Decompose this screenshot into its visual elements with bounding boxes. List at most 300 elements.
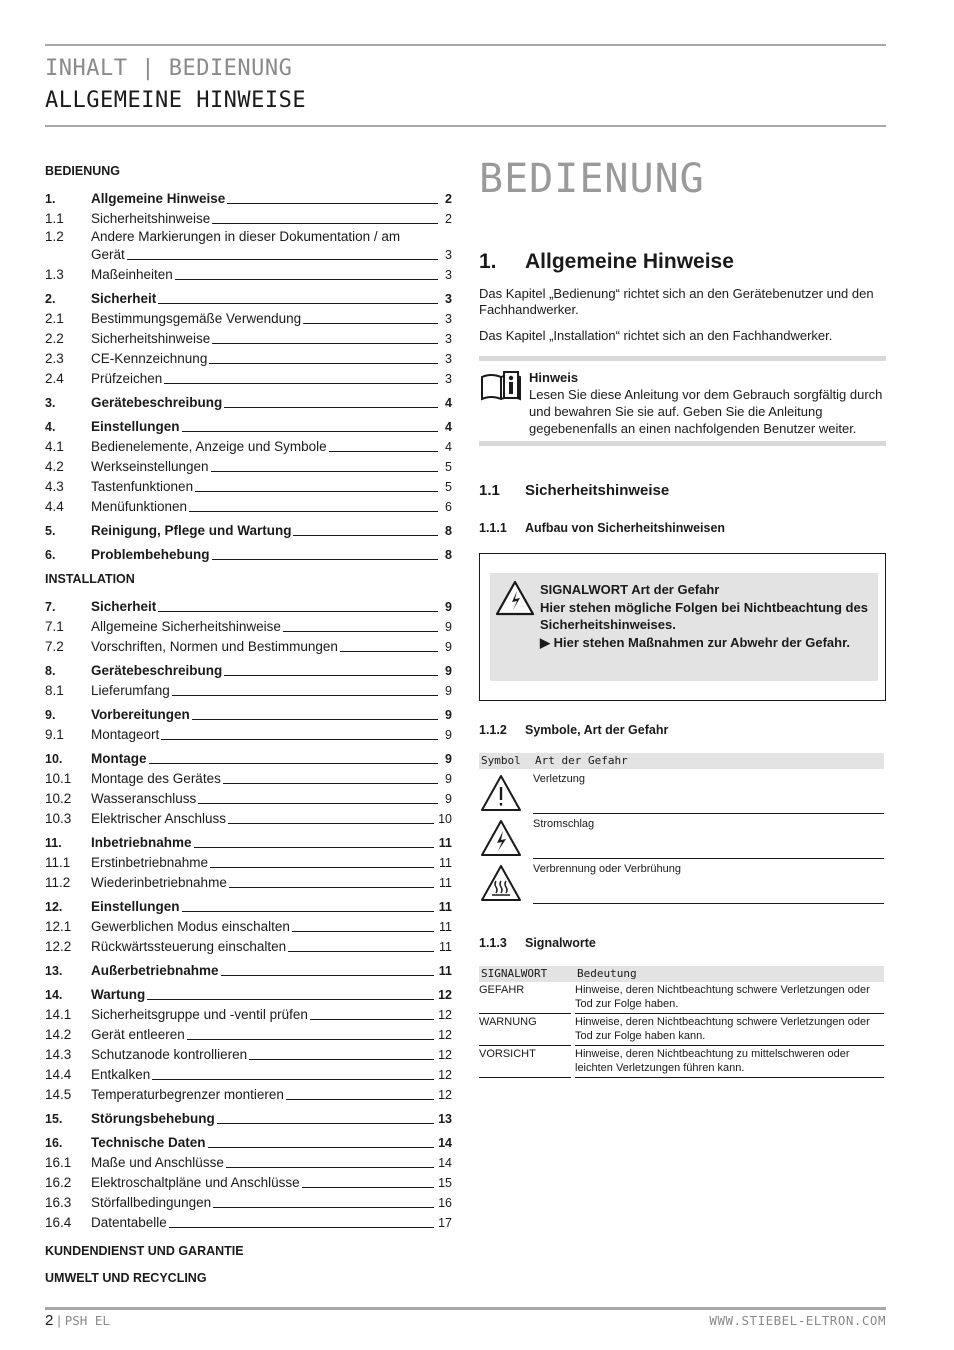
toc-entry-label: Technische Daten	[91, 1135, 206, 1150]
toc-entry[interactable]	[45, 680, 452, 700]
warning-inner	[490, 573, 878, 681]
symbol-description: Verletzung	[533, 769, 884, 814]
toc-entry[interactable]	[45, 1172, 452, 1192]
toc-leader	[182, 431, 438, 432]
toc-kundendienst[interactable]: KUNDENDIENST UND GARANTIE	[45, 1244, 244, 1258]
toc-entry[interactable]	[45, 1132, 452, 1152]
table-of-contents	[45, 160, 452, 1291]
toc-entry-page: 9	[445, 752, 452, 766]
toc-entry-page: 8	[445, 548, 452, 562]
subsubsection-title: Signalworte	[525, 936, 596, 950]
toc-entry-label: Maße und Anschlüsse	[91, 1155, 224, 1170]
toc-entry-page: 9	[445, 792, 452, 806]
toc-entry-page: 3	[445, 292, 452, 306]
toc-installation-list	[45, 596, 452, 1232]
toc-entry-page: 8	[445, 524, 452, 538]
toc-entry-page: 11	[438, 964, 452, 978]
toc-entry-label: Inbetriebnahme	[91, 835, 192, 850]
toc-leader	[224, 407, 438, 408]
toc-entry[interactable]	[45, 748, 452, 768]
toc-leader	[223, 783, 438, 784]
toc-entry-label: Reinigung, Pflege und Wartung	[91, 523, 292, 538]
toc-entry-label: Prüfzeichen	[91, 371, 163, 386]
toc-entry-number: 12.	[45, 900, 63, 914]
toc-entry[interactable]	[45, 660, 452, 680]
toc-entry[interactable]	[45, 872, 452, 892]
toc-entry-page: 9	[445, 684, 452, 698]
toc-entry-label: Gewerblichen Modus einschalten	[91, 919, 290, 934]
toc-entry-number: 14.1	[45, 1007, 72, 1022]
toc-entry-page: 2	[445, 212, 452, 226]
toc-entry-label: CE-Kennzeichnung	[91, 351, 208, 366]
toc-leader	[302, 1187, 434, 1188]
footer-separator: |	[57, 1313, 61, 1328]
toc-entry-page: 9	[445, 708, 452, 722]
toc-leader	[172, 695, 438, 696]
toc-entry[interactable]	[45, 520, 452, 540]
toc-entry[interactable]	[45, 288, 452, 308]
toc-leader	[209, 363, 438, 364]
signal-word: VORSICHT	[479, 1048, 571, 1078]
toc-entry-number: 2.	[45, 292, 56, 306]
toc-entry-page: 9	[445, 640, 452, 654]
model-name: PSH EL	[64, 1313, 110, 1328]
toc-entry-number: 10.	[45, 752, 63, 766]
toc-entry-page: 3	[445, 248, 452, 262]
toc-entry-label: Sicherheitshinweise	[91, 211, 211, 226]
toc-leader	[212, 223, 438, 224]
toc-entry-label: Bedienelemente, Anzeige und Symbole	[91, 439, 327, 454]
toc-leader	[210, 867, 434, 868]
toc-entry-number: 11.1	[45, 855, 71, 870]
toc-leader	[310, 1019, 434, 1020]
toc-entry[interactable]	[45, 832, 452, 852]
toc-leader	[161, 739, 438, 740]
section-number: 1.	[479, 250, 497, 273]
toc-entry-page: 9	[445, 620, 452, 634]
toc-entry-number: 16.2	[45, 1175, 72, 1190]
toc-entry-number: 1.3	[45, 267, 64, 282]
signal-meaning: Hinweise, deren Nichtbeachtung schwere Verletzungen oder Tod zur Folge haben kann.	[575, 1016, 884, 1046]
toc-entry-page: 11	[439, 856, 452, 870]
table-row	[479, 1048, 884, 1078]
toc-entry[interactable]	[45, 788, 452, 808]
subsection-number: 1.1	[479, 482, 500, 499]
toc-entry[interactable]	[45, 308, 452, 328]
toc-entry-number: 14.	[45, 988, 63, 1002]
toc-entry-label: Einstellungen	[91, 899, 180, 914]
toc-entry-label: Wiederinbetriebnahme	[91, 875, 227, 890]
electric-shock-icon	[479, 818, 523, 858]
table-row	[479, 814, 884, 859]
toc-entry-label: Problembehebung	[91, 547, 210, 562]
toc-entry-label: Vorbereitungen	[91, 707, 190, 722]
toc-entry-number: 4.4	[45, 499, 64, 514]
toc-entry-number: 10.1	[45, 771, 72, 786]
toc-entry-label: Rückwärtssteuerung einschalten	[91, 939, 287, 954]
toc-entry[interactable]	[45, 1212, 452, 1232]
toc-entry[interactable]	[45, 1108, 452, 1128]
general-warning-icon	[479, 773, 523, 813]
subsubsection-number: 1.1.1	[479, 521, 507, 535]
toc-entry[interactable]	[45, 392, 452, 412]
chapter-title: BEDIENUNG	[479, 156, 705, 202]
toc-leader	[211, 471, 438, 472]
toc-entry-page: 12	[438, 1028, 452, 1042]
page-number: 2	[45, 1312, 54, 1329]
toc-entry-page: 12	[438, 1088, 452, 1102]
toc-leader	[249, 1059, 434, 1060]
toc-entry-label: Sicherheitsgruppe und -ventil prüfen	[91, 1007, 308, 1022]
info-book-icon	[479, 369, 529, 437]
toc-leader	[192, 719, 438, 720]
toc-entry-label: Tastenfunktionen	[91, 479, 194, 494]
table-row	[479, 769, 884, 814]
toc-entry-label: Störfallbedingungen	[91, 1195, 212, 1210]
footer-left	[45, 1312, 110, 1329]
toc-entry[interactable]	[45, 852, 452, 872]
toc-entry[interactable]	[45, 1152, 452, 1172]
toc-entry[interactable]	[45, 436, 452, 456]
toc-entry-page: 4	[445, 420, 452, 434]
toc-entry-page: 11	[438, 900, 452, 914]
toc-entry[interactable]	[45, 1064, 452, 1084]
toc-entry-page: 9	[445, 772, 452, 786]
toc-entry-page: 12	[438, 1068, 452, 1082]
toc-entry-page: 3	[445, 312, 452, 326]
toc-entry-number: 14.5	[45, 1087, 72, 1102]
toc-entry-number: 5.	[45, 524, 56, 538]
toc-entry[interactable]	[45, 616, 452, 636]
note-title: Hinweis	[529, 370, 579, 385]
toc-leader	[227, 203, 438, 204]
paragraph-installation: Das Kapitel „Installation“ richtet sich an den Fachhandwerker.	[479, 328, 833, 343]
toc-entry-label: Temperaturbegrenzer montieren	[91, 1087, 284, 1102]
toc-entry-number: 2.1	[45, 311, 64, 326]
toc-entry-number: 4.2	[45, 459, 64, 474]
toc-entry[interactable]	[45, 916, 452, 936]
toc-entry-label: Allgemeine Hinweise	[91, 191, 226, 206]
header-bottom-rule	[45, 125, 886, 127]
col-signalword: SIGNALWORT	[481, 967, 548, 980]
toc-entry-label: Sicherheitshinweise	[91, 331, 211, 346]
main-content	[479, 150, 886, 1078]
toc-entry-number: 12.2	[45, 939, 72, 954]
toc-entry-label: Einstellungen	[91, 419, 180, 434]
toc-leader	[208, 1147, 434, 1148]
toc-entry-label: Montage des Gerätes	[91, 771, 221, 786]
footer-url[interactable]: WWW.STIEBEL-ELTRON.COM	[709, 1313, 886, 1328]
toc-leader	[149, 763, 439, 764]
col-danger-type: Art der Gefahr	[535, 754, 628, 767]
section-heading-1	[479, 250, 886, 274]
toc-umwelt[interactable]: UMWELT UND RECYCLING	[45, 1271, 207, 1285]
toc-entry-page: 9	[445, 600, 452, 614]
toc-entry-number: 9.	[45, 708, 56, 722]
toc-entry[interactable]	[45, 208, 452, 228]
toc-entry-label: Montage	[91, 751, 147, 766]
toc-leader	[224, 675, 438, 676]
toc-leader	[158, 611, 438, 612]
subsection-title: Sicherheitshinweise	[525, 482, 670, 499]
toc-leader	[283, 631, 438, 632]
toc-entry[interactable]	[45, 1044, 452, 1064]
toc-entry-number: 2.4	[45, 371, 64, 386]
toc-entry-page: 2	[445, 192, 452, 206]
toc-entry-label: Sicherheit	[91, 291, 157, 306]
toc-entry-page: 12	[438, 1048, 452, 1062]
toc-entry[interactable]	[45, 984, 452, 1004]
toc-entry[interactable]	[45, 1192, 452, 1212]
toc-leader	[198, 803, 438, 804]
toc-entry-number: 7.2	[45, 639, 64, 654]
toc-leader	[127, 259, 438, 260]
toc-entry-number: 9.1	[45, 727, 64, 742]
toc-leader	[286, 1099, 434, 1100]
toc-entry-page: 14	[438, 1156, 452, 1170]
subsubsection-number: 1.1.3	[479, 936, 507, 950]
toc-entry[interactable]	[45, 1004, 452, 1024]
toc-leader	[229, 887, 434, 888]
symbol-description: Verbrennung oder Verbrühung	[533, 859, 884, 904]
toc-entry-label: Vorschriften, Normen und Bestimmungen	[91, 639, 338, 654]
toc-entry-number: 1.	[45, 192, 56, 206]
subsubsection-number: 1.1.2	[479, 723, 507, 737]
toc-leader	[226, 1167, 434, 1168]
toc-entry-number: 2.3	[45, 351, 64, 366]
toc-entry[interactable]	[45, 264, 452, 284]
toc-leader	[292, 931, 434, 932]
toc-entry-page: 12	[438, 1008, 452, 1022]
toc-entry-label: Andere Markierungen in dieser Dokumentation / am	[91, 229, 401, 244]
toc-entry-label: Sicherheit	[91, 599, 157, 614]
toc-entry[interactable]	[45, 896, 452, 916]
toc-entry[interactable]	[45, 188, 452, 208]
toc-entry-number: 8.	[45, 664, 56, 678]
warning-consequence: Hier stehen mögliche Folgen bei Nichtbeachtung des Sicherheitshinweises.	[540, 599, 868, 632]
toc-leader	[221, 975, 434, 976]
section-heading-1-1-1	[479, 521, 886, 535]
toc-leader	[217, 1123, 434, 1124]
toc-entry-label: Bestimmungsgemäße Verwendung	[91, 311, 302, 326]
toc-leader	[175, 279, 438, 280]
toc-entry-page: 10	[438, 812, 452, 826]
toc-leader	[212, 559, 438, 560]
toc-leader	[340, 651, 438, 652]
toc-entry-page: 14	[438, 1136, 452, 1150]
toc-entry-page: 6	[445, 500, 452, 514]
toc-leader	[158, 303, 438, 304]
toc-entry-page: 5	[445, 480, 452, 494]
toc-entry[interactable]	[45, 768, 452, 788]
note-box	[479, 356, 886, 446]
header-category: INHALT | BEDIENUNG	[45, 56, 293, 81]
toc-entry[interactable]	[45, 1084, 452, 1104]
note-text: Lesen Sie diese Anleitung vor dem Gebrauch sorgfältig durch und bewahren Sie sie auf. Geben Sie die Anleitung gegebenenfalls an einen nachfolgenden Benutzer weiter.	[529, 387, 883, 436]
toc-entry[interactable]	[45, 960, 452, 980]
toc-entry-number: 1.2	[45, 229, 64, 244]
signal-word: WARNUNG	[479, 1016, 571, 1046]
toc-entry-number: 12.1	[45, 919, 72, 934]
toc-entry-label: Wartung	[91, 987, 146, 1002]
toc-entry-number: 7.	[45, 600, 56, 614]
toc-leader	[288, 951, 434, 952]
toc-entry-number: 16.	[45, 1136, 63, 1150]
toc-entry-label: Außerbetriebnahme	[91, 963, 219, 978]
toc-section-bedienung[interactable]: BEDIENUNG	[45, 164, 121, 178]
table-row	[479, 859, 884, 904]
toc-entry-number: 15.	[45, 1112, 63, 1126]
section-title: Allgemeine Hinweise	[525, 250, 734, 273]
toc-entry-label: Allgemeine Sicherheitshinweise	[91, 619, 281, 634]
toc-entry-number: 10.3	[45, 811, 72, 826]
toc-entry-label: Elektroschaltpläne und Anschlüsse	[91, 1175, 300, 1190]
signal-word: GEFAHR	[479, 984, 571, 1014]
toc-entry-number: 4.	[45, 420, 56, 434]
toc-entry[interactable]	[45, 476, 452, 496]
toc-section-installation[interactable]: INSTALLATION	[45, 572, 135, 586]
hot-surface-icon	[479, 863, 523, 903]
toc-entry-page: 5	[445, 460, 452, 474]
toc-leader	[187, 1039, 434, 1040]
toc-leader	[169, 1227, 434, 1228]
table-row	[479, 1016, 884, 1046]
section-heading-1-1-2	[479, 723, 886, 737]
col-meaning: Bedeutung	[577, 967, 637, 980]
signal-meaning: Hinweise, deren Nichtbeachtung zu mittelschweren oder leichten Verletzungen führen kann.	[575, 1048, 884, 1078]
toc-entry-label: Menüfunktionen	[91, 499, 188, 514]
toc-entry-number: 7.1	[45, 619, 64, 634]
symbol-table	[479, 753, 884, 904]
toc-entry[interactable]	[45, 808, 452, 828]
toc-leader	[228, 823, 434, 824]
subsubsection-title: Symbole, Art der Gefahr	[525, 723, 669, 737]
toc-entry-number: 13.	[45, 964, 63, 978]
toc-entry[interactable]	[45, 704, 452, 724]
toc-entry-page: 11	[438, 836, 452, 850]
toc-leader	[213, 1207, 434, 1208]
toc-entry-label: Werkseinstellungen	[91, 459, 209, 474]
toc-leader	[293, 535, 438, 536]
toc-entry[interactable]	[45, 416, 452, 436]
toc-entry[interactable]	[45, 1024, 452, 1044]
toc-entry-number: 11.2	[45, 875, 71, 890]
toc-entry-label: Maßeinheiten	[91, 267, 173, 282]
toc-entry-label: Montageort	[91, 727, 160, 742]
toc-entry-page: 11	[439, 876, 452, 890]
signal-table-header	[479, 966, 884, 982]
toc-entry-page: 9	[445, 728, 452, 742]
toc-entry-page: 11	[439, 940, 452, 954]
toc-leader	[329, 451, 438, 452]
toc-entry-number: 1.1	[45, 211, 64, 226]
paragraph-bedienung: Das Kapitel „Bedienung“ richtet sich an den Gerätebenutzer und den Fachhandwerker.	[479, 286, 874, 317]
toc-leader	[147, 999, 434, 1000]
toc-leader	[189, 511, 438, 512]
toc-leader	[152, 1079, 434, 1080]
toc-leader	[303, 323, 438, 324]
toc-entry-number: 11.	[45, 836, 62, 850]
toc-entry[interactable]	[45, 348, 452, 368]
toc-entry-number: 16.1	[45, 1155, 72, 1170]
toc-bedienung-list	[45, 188, 452, 564]
toc-leader	[195, 491, 438, 492]
toc-entry[interactable]	[45, 228, 452, 264]
toc-entry[interactable]	[45, 544, 452, 564]
toc-entry-page: 3	[445, 352, 452, 366]
electric-hazard-icon	[494, 579, 536, 617]
toc-entry[interactable]	[45, 328, 452, 348]
symbol-table-header	[479, 753, 884, 769]
toc-entry[interactable]	[45, 596, 452, 616]
toc-entry-label: Gerät entleeren	[91, 1027, 185, 1042]
toc-entry-number: 16.4	[45, 1215, 72, 1230]
header-title: ALLGEMEINE HINWEISE	[45, 88, 307, 113]
toc-entry-label: Wasseranschluss	[91, 791, 197, 806]
toc-entry-page: 9	[445, 664, 452, 678]
toc-entry-number: 4.3	[45, 479, 64, 494]
toc-entry-number: 4.1	[45, 439, 64, 454]
table-row	[479, 984, 884, 1014]
toc-entry-number: 14.2	[45, 1027, 72, 1042]
signal-meaning: Hinweise, deren Nichtbeachtung schwere Verletzungen oder Tod zur Folge haben.	[575, 984, 884, 1014]
toc-entry-page: 3	[445, 332, 452, 346]
toc-leader	[182, 911, 434, 912]
toc-entry-page: 12	[438, 988, 452, 1002]
toc-entry-label: Störungsbehebung	[91, 1111, 215, 1126]
toc-entry-label: Lieferumfang	[91, 683, 170, 698]
footer-rule	[45, 1307, 886, 1310]
toc-entry-number: 6.	[45, 548, 56, 562]
subsubsection-title: Aufbau von Sicherheitshinweisen	[525, 521, 726, 535]
warning-measure: ▶ Hier stehen Maßnahmen zur Abwehr der Gefahr.	[540, 634, 851, 650]
toc-entry-label: Erstinbetriebnahme	[91, 855, 209, 870]
toc-entry-page: 4	[445, 440, 452, 454]
toc-entry-number: 3.	[45, 396, 56, 410]
toc-entry-page: 11	[439, 920, 452, 934]
toc-entry[interactable]	[45, 496, 452, 516]
toc-entry-label: Gerätebeschreibung	[91, 395, 223, 410]
toc-entry-label: Elektrischer Anschluss	[91, 811, 227, 826]
symbol-description: Stromschlag	[533, 814, 884, 859]
toc-entry-label: Gerätebeschreibung	[91, 663, 223, 678]
toc-entry-page: 3	[445, 268, 452, 282]
toc-entry-page: 3	[445, 372, 452, 386]
toc-entry-label: Datentabelle	[91, 1215, 167, 1230]
toc-entry-page: 16	[438, 1196, 452, 1210]
toc-leader	[212, 343, 438, 344]
toc-entry[interactable]	[45, 636, 452, 656]
warning-signal-word: SIGNALWORT Art der Gefahr	[540, 582, 720, 597]
top-rule	[45, 44, 886, 46]
toc-entry-page: 13	[438, 1112, 452, 1126]
toc-entry-label: Schutzanode kontrollieren	[91, 1047, 248, 1062]
toc-entry-label: Entkalken	[91, 1067, 151, 1082]
toc-entry-number: 14.3	[45, 1047, 72, 1062]
toc-leader	[164, 383, 438, 384]
signal-word-table	[479, 966, 884, 1078]
toc-entry-number: 14.4	[45, 1067, 72, 1082]
toc-entry[interactable]	[45, 724, 452, 744]
toc-entry-page: 17	[438, 1216, 452, 1230]
toc-entry-page: 4	[445, 396, 452, 410]
section-heading-1-1-3	[479, 936, 886, 950]
toc-entry[interactable]	[45, 368, 452, 388]
toc-entry-number: 10.2	[45, 791, 72, 806]
toc-entry[interactable]	[45, 456, 452, 476]
toc-entry[interactable]	[45, 936, 452, 956]
toc-entry-page: 15	[438, 1176, 452, 1190]
